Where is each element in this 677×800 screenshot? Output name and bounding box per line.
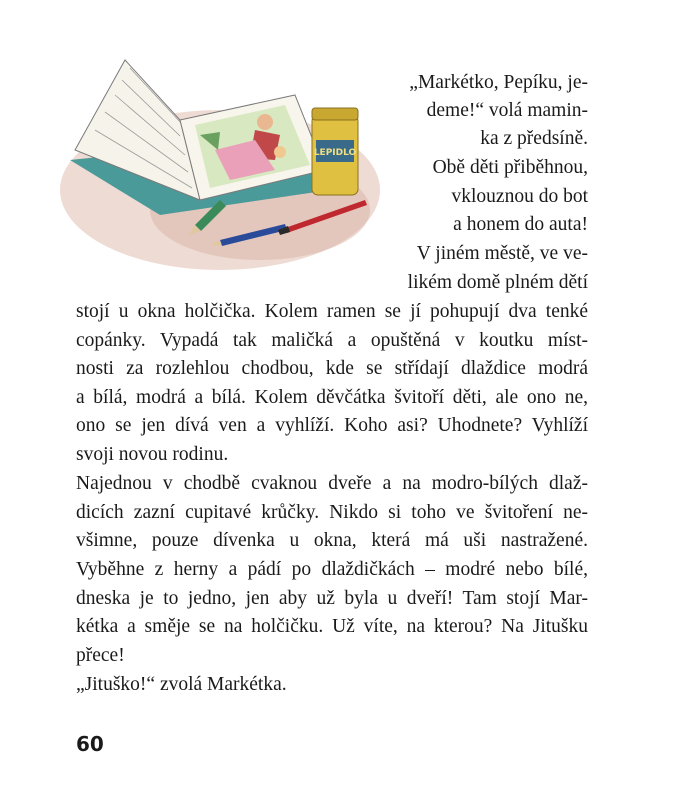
text-line: přece! <box>76 645 125 666</box>
text-line: ka z předsíně. <box>480 128 588 149</box>
text-line: kétka a směje se na holčičku. Už víte, na kterou? Na Jitušku <box>76 616 588 637</box>
text-line: V jiném městě, ve ve- <box>416 243 588 264</box>
text-line: „Jituško!“ zvolá Markétka. <box>76 674 287 695</box>
text-line: všimne, pouze dívenka u okna, která má uši nastražené. <box>76 530 588 551</box>
text-line: likém domě plném dětí <box>407 272 588 293</box>
text-line: deme!“ volá mamin- <box>426 100 588 121</box>
text-line: a honem do auta! <box>453 214 588 235</box>
page-number: 60 <box>76 732 104 756</box>
book-illustration <box>30 40 380 280</box>
text-line: svoji novou rodinu. <box>76 444 229 465</box>
text-line: stojí u okna holčička. Kolem ramen se jí pohupují dva tenké <box>76 301 588 322</box>
svg-text:LEPIDLO: LEPIDLO <box>313 148 357 158</box>
text-line: dicích zazní cupitavé krůčky. Nikdo si toho ve švitoření ne- <box>76 502 588 523</box>
text-line: vklouznou do bot <box>451 186 588 207</box>
text-line: Najednou v chodbě cvaknou dveře a na modro-bílých dlaž- <box>76 473 588 494</box>
text-line: ono se jen dívá ven a vyhlíží. Koho asi? Uhodnete? Vyhlíží <box>76 415 588 436</box>
text-line: dneska je to jedno, jen aby už byla u dveří! Tam stojí Mar- <box>76 588 588 609</box>
text-line: nosti za rozlehlou chodbou, kde se střídají dlaždice modrá <box>76 358 588 379</box>
text-line: a bílá, modrá a bílá. Kolem děvčátka švitoří děti, ale ono ne, <box>76 387 588 408</box>
text-line: copánky. Vypadá tak maličká a opuštěná v koutku míst- <box>76 330 588 351</box>
text-line: „Markétko, Pepíku, je- <box>409 72 588 93</box>
text-line: Obě děti přiběhnou, <box>432 157 588 178</box>
text-line: Vyběhne z herny a pádí po dlaždičkách – modré nebo bílé, <box>76 559 588 580</box>
